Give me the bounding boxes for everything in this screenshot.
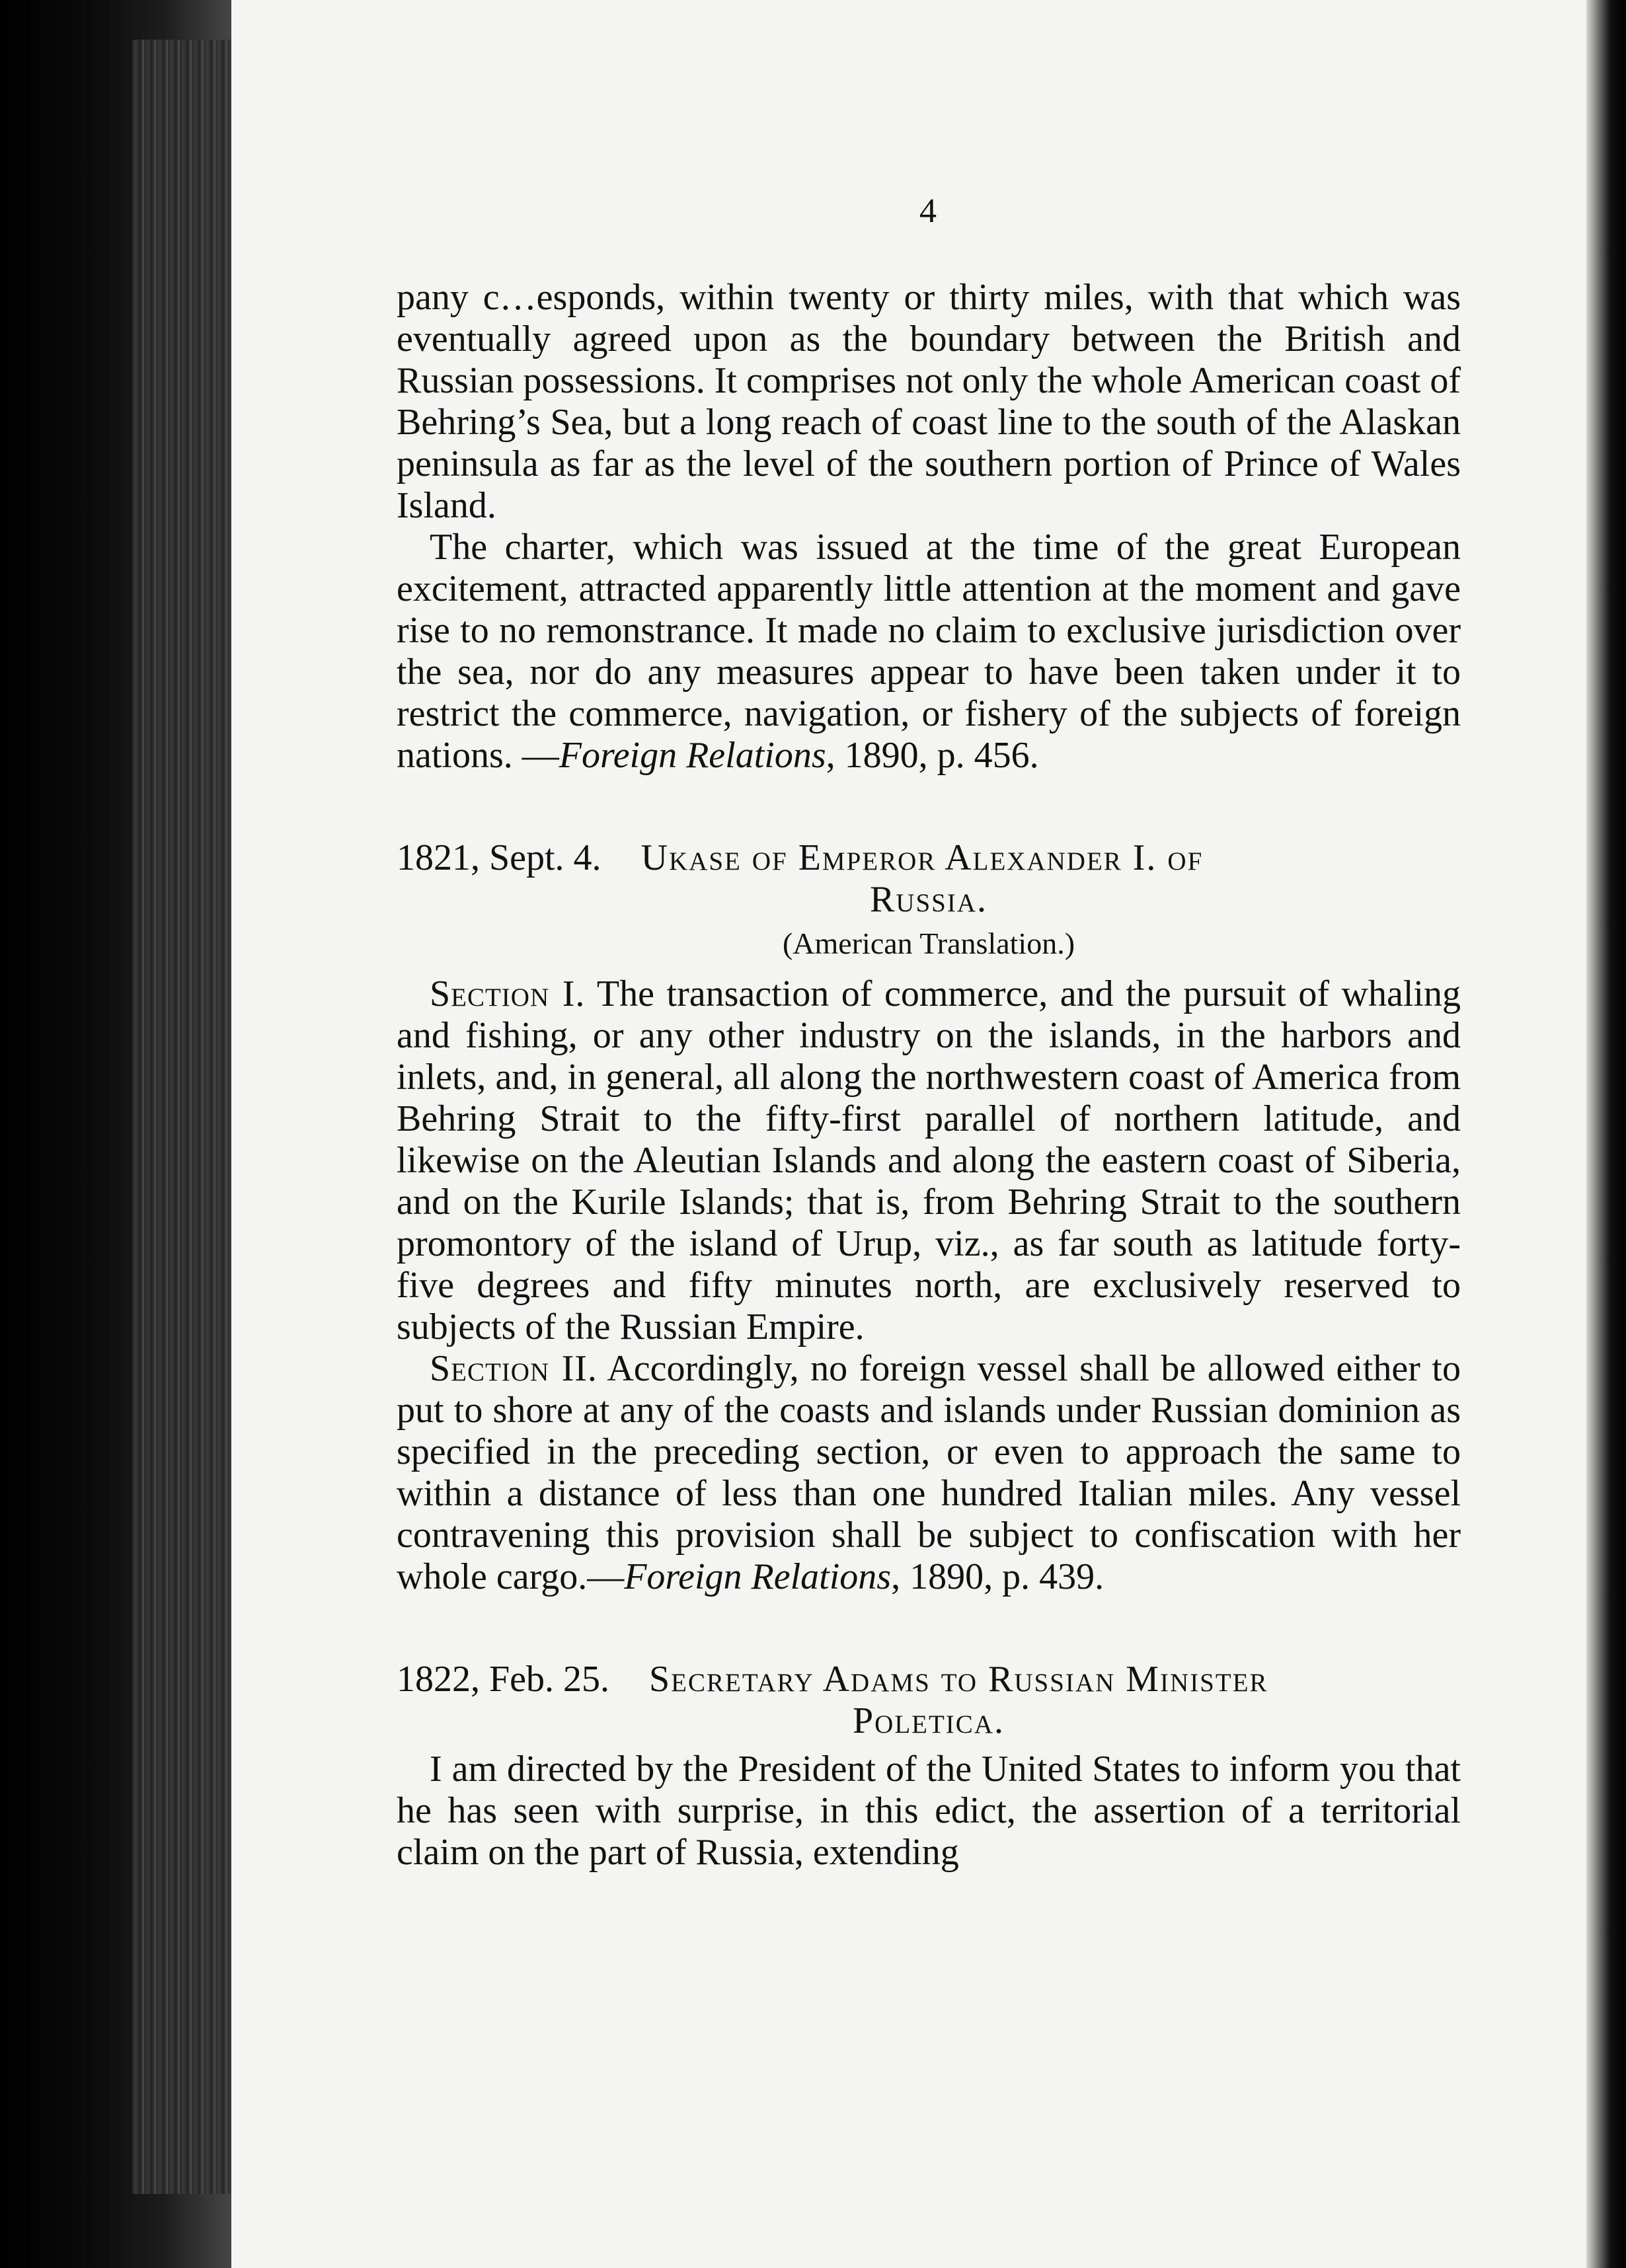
entry-1-section-1 — [397, 973, 1461, 1348]
section-1-text: The transaction of commerce, and the pursuit of whaling and fishing, or any other industry on the islands, in the harbors and inlets, and, in general, all along the northwestern coast of America from Behring Strait to the fifty-first parallel of northern latitude, and likewise on the Aleutian Islands and along the eastern coast of Siberia, and on the Kurile Islands; that is, from Behring Strait to the southern promontory of the island of Urup, viz., as far south as latitude forty-five degrees and fifty minutes north, are exclusively reserved to subjects of the Russian Empire. — [397, 973, 1461, 1347]
entry-1-title-cont: Russia. — [869, 879, 988, 920]
entry-1-title: Ukase of Emperor Alexander I. of — [640, 837, 1204, 878]
citation-1-rest: , 1890, p. 456. — [826, 735, 1039, 776]
paragraph-top-2-text: The charter, which was issued at the time of the great European excitement, attracted apparently little attention at the moment and gave rise to no remonstrance. It made no claim to exclusive jurisdiction over the sea, nor do any measures appear to have been taken under it to restrict the commerce, navigation, or fishery of the subjects of foreign nations. — [397, 527, 1461, 776]
paragraph-top-2 — [397, 527, 1461, 776]
entry-2-text: I am directed by the President of the United States to inform you that he has seen with surprise, in this edict, the assertion of a territorial claim on the part of Russia, extending — [397, 1749, 1461, 1873]
citation-1 — [522, 735, 1039, 776]
section-2-text: Accordingly, no foreign vessel shall be allowed either to put to shore at any of the coasts and islands under Russian dominion as specified in the preceding section, or even to approach the same to within a distance of less than one hundred Italian miles. Any vessel contravening this provision shall be subject to confiscation with her whole cargo.— — [397, 1348, 1461, 1597]
entry-2-title: Secretary Adams to Russian Minister — [649, 1659, 1268, 1700]
page-content — [397, 192, 1461, 1873]
citation-2-rest: , 1890, p. 439. — [891, 1556, 1104, 1597]
section-2-label: Section II. — [430, 1348, 598, 1389]
citation-1-dash: — — [522, 735, 559, 776]
paragraph-top-1: pany c…esponds, within twenty or thirty miles, with that which was eventually agreed upon as the boundary between the British and Russian possessions. It comprises not only the whole American coast of Behring’s Sea, but a long reach of coast line to the south of the Alaskan peninsula as far as the level of the southern portion of Prince of Wales Island. — [397, 277, 1461, 526]
citation-1-source: Foreign Relations — [559, 735, 826, 776]
entry-1-date: 1821, Sept. 4. — [397, 837, 601, 878]
entry-1-subtitle: (American Translation.) — [782, 926, 1075, 960]
citation-2-source: Foreign Relations — [624, 1556, 892, 1597]
page-number: 4 — [919, 192, 938, 230]
section-1-label: Section I. — [430, 973, 586, 1014]
entry-2-date: 1822, Feb. 25. — [397, 1659, 609, 1700]
page-edges — [132, 40, 231, 2194]
entry-2-heading — [397, 1659, 1461, 1742]
entry-2-title-cont: Poletica. — [853, 1700, 1005, 1741]
right-page-edge — [1586, 0, 1626, 2268]
entry-1-heading — [397, 837, 1461, 921]
entry-1-section-2 — [397, 1348, 1461, 1598]
book-page — [231, 0, 1586, 2268]
